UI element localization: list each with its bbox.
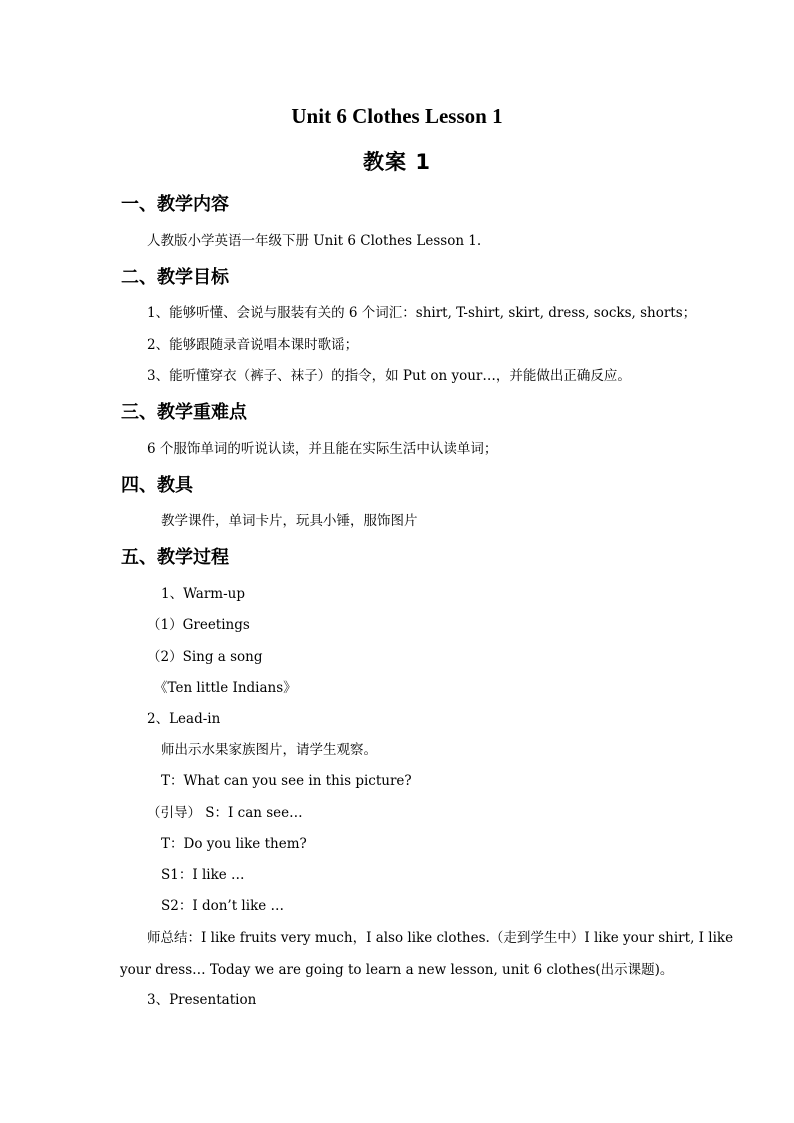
procedure-line: S2：I don’t like … — [161, 898, 285, 914]
section-heading-content: 一、教学内容 — [121, 194, 229, 215]
procedure-line: T：What can you see in this picture? — [161, 773, 412, 789]
objective-line: 2、能够跟随录音说唱本课时歌谣； — [147, 337, 359, 353]
procedure-line: （1）Greetings — [147, 617, 250, 633]
procedure-line: T：Do you like them? — [161, 836, 307, 852]
procedure-line: S1：I like … — [161, 867, 245, 883]
procedure-line: （2）Sing a song — [147, 649, 263, 665]
procedure-line: （引导） S：I can see… — [147, 805, 303, 821]
procedure-line: your dress… Today we are going to learn a new lesson, unit 6 clothes(出示课题)。 — [120, 962, 674, 978]
objective-line: 3、能听懂穿衣（裤子、袜子）的指令，如 Put on your…，并能做出正确反应。 — [147, 368, 631, 384]
section-heading-teaching-aids: 四、教具 — [121, 475, 193, 496]
section-heading-objectives: 二、教学目标 — [121, 267, 229, 288]
objective-line: 1、能够听懂、会说与服装有关的 6 个词汇：shirt, T-shirt, skirt, dress, socks, shorts； — [147, 305, 697, 321]
section-heading-procedure: 五、教学过程 — [121, 547, 229, 568]
procedure-line: 1、Warm-up — [161, 586, 245, 602]
document-subtitle: 教案 1 — [363, 150, 431, 174]
teaching-aids-line: 教学课件，单词卡片，玩具小锤，服饰图片 — [161, 513, 418, 529]
procedure-line: 师总结：I like fruits very much，I also like clothes.（走到学生中）I like your shirt, I like — [147, 930, 734, 946]
procedure-line: 3、Presentation — [147, 992, 257, 1008]
procedure-line: 《Ten little Indians》 — [154, 680, 297, 696]
document-title: Unit 6 Clothes Lesson 1 — [291, 104, 503, 128]
key-point-line: 6 个服饰单词的听说认读，并且能在实际生活中认读单词； — [147, 441, 498, 457]
section-heading-key-points: 三、教学重难点 — [121, 402, 247, 423]
procedure-line: 2、Lead-in — [147, 711, 221, 727]
procedure-line: 师出示水果家族图片，请学生观察。 — [161, 742, 377, 758]
content-line: 人教版小学英语一年级下册 Unit 6 Clothes Lesson 1. — [147, 233, 482, 249]
